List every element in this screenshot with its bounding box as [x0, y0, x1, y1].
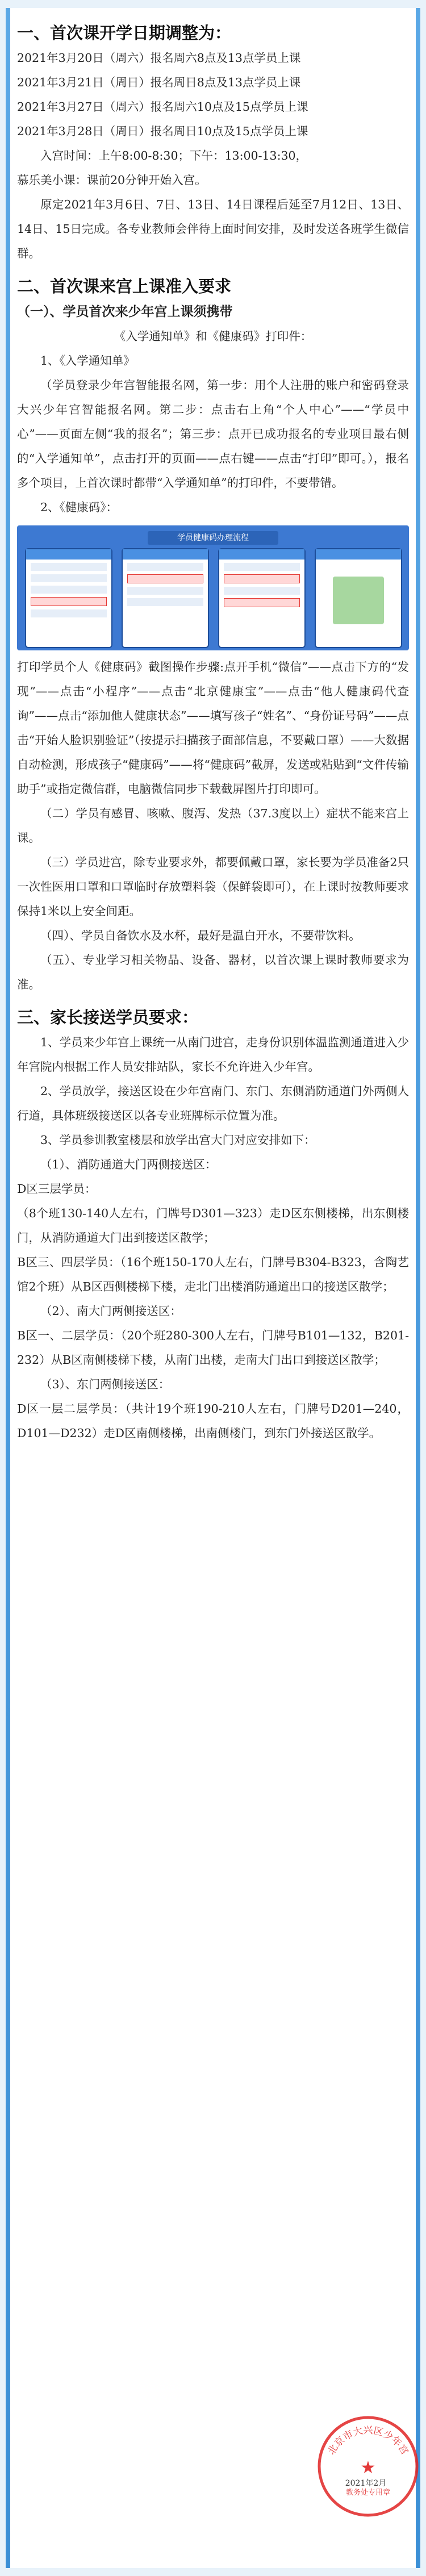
phone-screen-2: [122, 548, 209, 648]
section3-p1: 1、学员来少年宫上课统一从南门进宫，走身份识别体温监测通道进入少年宫院内根据工作人员安排站队，家长不允许进入少年宫。: [17, 1036, 409, 1074]
stamp-star-icon: ★: [360, 2458, 376, 2478]
image-caption: 学员健康码办理流程: [148, 531, 278, 545]
gate1-d-text: （8个班130-140人左右，门牌号D301—323）走D区东侧楼梯，出东侧楼门，从消防通道大门出到接送区散学；: [17, 1206, 409, 1245]
phone-screen-4: [315, 548, 402, 648]
item1-text: （学员登录少年宫智能报名网，第一步：用个人注册的账户和密码登录大兴少年宫智能报名网。第二步：点击右上角“个人中心”——“学员中心”——页面左侧“我的报名”；第三步：点开已成功报名的专业项目最右侧的“入学通知单”，点击打开的页面——点右键——点击“打印”即可。），报名多个项目，上首次课时都带“入学通知单”的打印件，不要带错。: [17, 378, 409, 490]
item1-title: 1、《入学通知单》: [40, 354, 135, 368]
section1-heading: 一、首次课开学日期调整为：: [17, 23, 232, 43]
schedule-line-4: 2021年3月28日（周日）报名周日10点及15点学员上课: [17, 124, 308, 138]
section2-heading: 二、首次课来宫上课准入要求: [17, 277, 232, 296]
section2-sub5: （五）、专业学习相关物品、设备、器材，以首次课上课时教师要求为准。: [17, 953, 409, 991]
item2-title: 2、《健康码》：: [40, 500, 118, 514]
svg-text:北京市大兴区少年宫: [325, 2425, 410, 2457]
face-scan-icon: [333, 577, 384, 624]
official-stamp: [311, 2410, 425, 2523]
section2-sub3: （三）学员进宫，除专业要求外，都要佩戴口罩，家长要为学员准备2只一次性医用口罩和口罩临时存放塑料袋（保鲜袋即可），在上课时按教师要求保持1米以上安全间距。: [17, 855, 409, 918]
right-border-rail: [416, 8, 420, 2568]
document-date: 2021年2月: [345, 2479, 387, 2488]
gate2-heading: （2）、南大门两侧接送区：: [40, 1304, 182, 1318]
item2-text: 打印学员个人《健康码》截图操作步骤:点开手机“微信”——点击下方的“发现”——点击“小程序”——点击“北京健康宝”——点击“他人健康码代查询”——点击“添加他人健康状态”——填写孩子“姓名”、“身份证号码”——点击“开始人脸识别验证”（按提示扫描孩子面部信息，不要戴口罩）——大数据自动检测，形成孩子“健康码”——将“健康码”截屏，发送或粘贴到“文件传输助手”或指定微信群，电脑微信同步下载截屏图片打印即可。: [17, 660, 409, 796]
section2-sub2: （二）学员有感冒、咳嗽、腹泻、发热（37.3度以上）症状不能来宫上课。: [17, 807, 409, 845]
gate3-heading: （3）、东门两侧接送区：: [40, 1377, 170, 1391]
gate1-d-heading: D区三层学员：: [17, 1182, 97, 1196]
health-code-guide-image: [17, 525, 409, 650]
section3-p2: 2、学员放学，接送区设在少年宫南门、东门、东侧消防通道门外两侧人行道，具体班级接送区以各专业班牌标示位置为准。: [17, 1084, 409, 1122]
gate1-b-text: B区三、四层学员：（16个班150-170人左右，门牌号B304-B323，含陶艺馆2个班）从B区西侧楼梯下楼，走北门出楼消防通道出口的接送区散学；: [17, 1255, 409, 1293]
left-border-rail: [6, 8, 10, 2568]
gate1-heading: （1）、消防通道大门两侧接送区：: [40, 1158, 217, 1171]
section2-sub1: （一）、学员首次来少年宫上课须携带: [17, 304, 233, 319]
section2-sub4: （四）、学员自备饮水及水杯，最好是温白开水，不要带饮料。: [40, 929, 361, 942]
document-content: [17, 12, 409, 1446]
phone-screen-1: [25, 548, 112, 648]
schedule-line-1: 2021年3月20日（周六）报名周六8点及13点学员上课: [17, 51, 301, 65]
ceremony-time: 慕乐美小课：课前20分钟开始入宫。: [17, 173, 207, 187]
schedule-line-2: 2021年3月21日（周日）报名周日8点及13点学员上课: [17, 76, 301, 89]
section3-heading: 三、家长接送学员要求：: [17, 1008, 199, 1027]
phone-screen-3: [218, 548, 306, 648]
schedule-line-3: 2021年3月27日（周六）报名周六10点及15点学员上课: [17, 100, 308, 114]
stamp-text: 北京市大兴区少年宫: [325, 2425, 411, 2457]
gate2-text: B区一、二层学员：（20个班280-300人左右，门牌号B101—132，B201-232）从B区南侧楼梯下楼，从南门出楼，走南大门出口到接送区散学；: [17, 1329, 409, 1367]
section2-sub1-line2: 《入学通知单》和《健康码》打印件：: [114, 329, 312, 343]
gate3-text: D区一层二层学员：（共计19个班190-210人左右，门牌号D201—240，D101—D232）走D区南侧楼梯，出南侧楼门，到东门外接送区散学。: [17, 1402, 409, 1440]
section3-p3: 3、学员参训教室楼层和放学出宫大门对应安排如下：: [40, 1133, 316, 1147]
entry-time: 入宫时间：上午8:00-8:30；下午：13:00-13:30，: [40, 149, 308, 162]
stamp-subtext: 教务处专用章: [345, 2489, 391, 2497]
reschedule-note: 原定2021年3月6日、7日、13日、14日课程后延至7月12日、13日、14日、15日完成。各专业教师会伴待上面时间安排，及时发送各班学生微信群。: [17, 198, 409, 260]
